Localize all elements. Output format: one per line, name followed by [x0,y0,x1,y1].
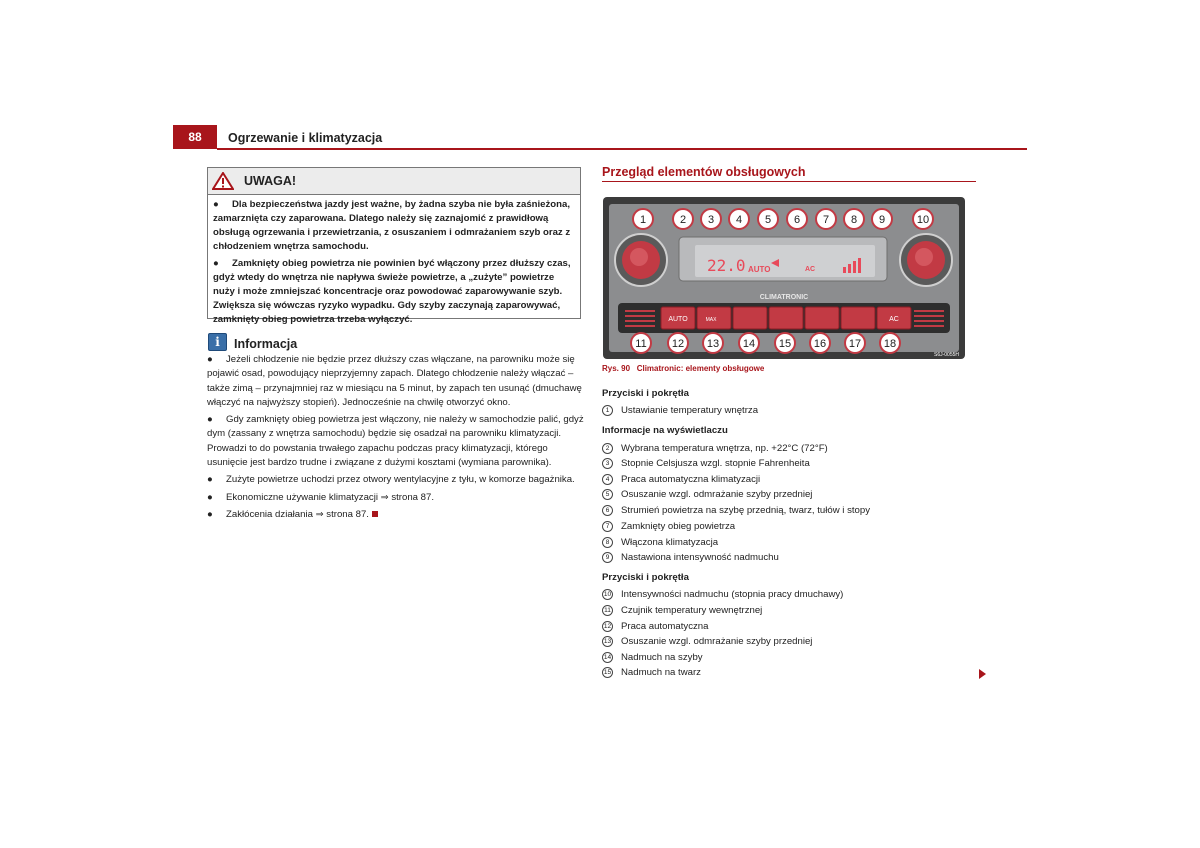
legend-item: 6 Strumień powietrza na szybę przednią, twarz, tułów i stopy [602,505,870,516]
chapter-title: Ogrzewanie i klimatyzacja [228,131,383,145]
callout-1-label: 1 [639,214,647,226]
callout-12-label: 12 [671,338,685,350]
ac-button-label: AC [889,316,899,323]
legend-item: 2 Wybrana temperatura wnętrza, np. +22°C (72°F) [602,443,828,454]
group-title-buttons-2: Przyciski i pokrętła [602,572,689,583]
header-rule [217,148,1027,150]
info-paragraph: ● Zakłócenia działania ⇒ strona 87. [207,508,585,522]
figure-caption: Rys. 90 Climatronic: elementy obsługowe [602,364,765,373]
info-paragraph: ● Jeżeli chłodzenie nie będzie przez dłuższy czas włączane, na parowniku może się pojawić osad, powodujący nieprzyjemny zapach. Dlatego chłodzenie należy włączać – także zimą – przynajmniej raz w miesiącu na 5 minut, by zapach ten usunąć (dmuchawę włączyć na najwyższy stopień). Jednocześnie na chwilę otworzyć okno. [207,354,582,408]
section-title: Przegląd elementów obsługowych [602,165,806,179]
callout-10-label: 10 [916,214,930,226]
callout-13-label: 13 [706,338,720,350]
end-marker-icon [372,511,378,517]
callout-11-label: 11 [635,338,647,350]
info-paragraph: ● Zużyte powietrze uchodzi przez otwory wentylacyjne z tyłu, w komorze bagażnika. [207,473,585,487]
warning-title: UWAGA! [244,174,297,188]
callout-8-label: 8 [850,214,858,226]
callout-5-label: 5 [764,214,772,226]
brand-label: CLIMATRONIC [759,294,809,301]
callout-6-label: 6 [793,214,801,226]
legend-item: 9 Nastawiona intensywność nadmuchu [602,552,779,563]
bullet-icon: ● [207,474,213,486]
warning-icon [212,172,234,190]
legend-item: 10 Intensywności nadmuchu (stopnia pracy dmuchawy) [603,589,844,600]
recirculation-button [841,307,875,329]
legend-item: 15 Nadmuch na twarz [603,667,701,678]
fan-knob [900,234,952,286]
warning-paragraph: ● Zamknięty obieg powietrza nie powinien być włączony przez dłuższy czas, gdyż wtedy do wnętrza nie napływa świeże powietrze, a „zużyte” powietrze nuży i może zmniejszać koncentracje oraz powodować zaparowywanie szyb. Zwiększa się wówczas ryzyko wypadku. Gdy szyby zaczynają zaparowywać, zamknięty obieg powietrza trzeba wyłączyć. [213,258,571,325]
figure-code: S6J-0055H [933,352,959,358]
bullet-icon: ● [207,508,213,520]
display-temperature: 22.0 [707,256,746,275]
bullet-icon: ● [213,199,219,210]
windshield-button [733,307,767,329]
bullet-icon: ● [213,258,219,269]
feet-button [805,307,839,329]
panel-drawing [603,197,965,359]
legend-item: 11 Czujnik temperatury wewnętrznej [602,605,762,616]
legend-item: 14 Nadmuch na szyby [603,652,703,663]
warning-box [207,167,581,325]
callout-3-label: 3 [707,214,715,226]
legend-item: 5 Osuszanie wzgl. odmrażanie szyby przedniej [602,489,812,500]
warning-paragraph: ● Dla bezpieczeństwa jazdy jest ważne, by żadna szyba nie była zaśnieżona, zamarznięta czy zaparowana. Dlatego należy się zaznajomić z prawidłową obsługą ogrzewania i przewietrzania, z osuszaniem i odmrażaniem szyb oraz z chłodzeniem wnętrza samochodu. [213,199,571,252]
info-body [207,353,585,525]
face-button [769,307,803,329]
callout-14-label: 14 [742,338,756,350]
info-title: Informacja [234,337,298,351]
info-paragraph: ● Ekonomiczne używanie klimatyzacji ⇒ strona 87. [207,491,585,505]
climatronic-panel-figure [603,197,965,359]
callout-15-label: 15 [778,338,792,350]
legend-item: 13 Osuszanie wzgl. odmrażanie szyby przedniej [603,636,813,647]
bullet-icon: ● [207,354,213,365]
warning-body [208,195,580,327]
bullet-icon: ● [207,414,213,426]
auto-button-label: AUTO [668,316,688,323]
legend-item: 1 Ustawianie temperatury wnętrza [602,405,758,416]
callout-4-label: 4 [735,214,743,226]
group-title-buttons: Przyciski i pokrętła [602,388,689,399]
callout-18-label: 18 [883,338,897,350]
info-paragraph: ● Gdy zamknięty obieg powietrza jest włączony, nie należy w samochodzie palić, gdyż dym (zassany z wnętrza samochodu) będzie się osadzał na parowniku klimatyzacji. Prowadzi to do powstania trwałego zapachu podczas pracy klimatyzacji, którego usunięcie jest bardzo trudne i związane z dużymi kosztami (wymiana parownika). [207,414,584,469]
legend-item: 4 Praca automatyczna klimatyzacji [602,474,760,485]
display-auto: AUTO [748,265,771,274]
legend-item: 7 Zamknięty obieg powietrza [602,521,735,532]
callout-16-label: 16 [813,338,827,350]
max-button-label: MAX [705,317,717,323]
legend-item: 8 Włączona klimatyzacja [602,537,718,548]
callout-2-label: 2 [679,214,687,226]
legend-item: 12 Praca automatyczna [603,621,709,632]
group-title-display: Informacje na wyświetlaczu [602,425,728,436]
temperature-knob [615,234,667,286]
page-number: 88 [173,125,217,149]
display-ac: AC [805,266,816,273]
info-icon: i [208,333,227,351]
bullet-icon: ● [207,491,213,503]
legend-item: 3 Stopnie Celsjusza wzgl. stopnie Fahrenheita [602,458,810,469]
callout-17-label: 17 [848,338,862,350]
warning-header [208,168,580,195]
next-page-arrow-icon [979,669,986,679]
section-rule [602,181,976,182]
callout-7-label: 7 [822,214,830,226]
callout-9-label: 9 [878,214,886,226]
